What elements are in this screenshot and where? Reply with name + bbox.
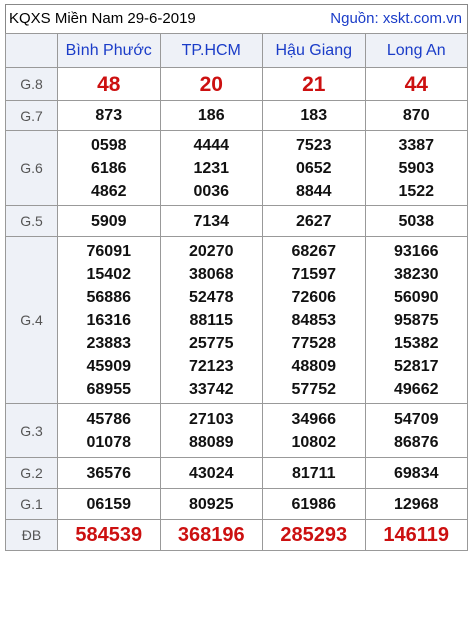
result-number: 45786 bbox=[86, 410, 131, 428]
result-number: 61986 bbox=[291, 495, 336, 513]
result-number: 88089 bbox=[189, 433, 234, 451]
result-number: 0598 bbox=[90, 136, 127, 154]
province-header-row bbox=[6, 34, 468, 68]
result-number: 68267 bbox=[291, 242, 336, 260]
result-number: 48 bbox=[97, 72, 121, 96]
result-cell bbox=[365, 237, 468, 404]
province-header[interactable]: Long An bbox=[365, 34, 468, 68]
corner-cell bbox=[6, 34, 58, 68]
result-number: 584539 bbox=[75, 523, 143, 546]
result-number: 86876 bbox=[394, 433, 439, 451]
province-header[interactable]: Hậu Giang bbox=[263, 34, 366, 68]
result-number: 38230 bbox=[394, 265, 439, 283]
result-cell bbox=[58, 404, 161, 458]
result-cell bbox=[263, 206, 366, 237]
prize-label: G.3 bbox=[6, 404, 58, 458]
result-cell bbox=[160, 101, 263, 131]
prize-label: ĐB bbox=[6, 520, 58, 551]
result-cell bbox=[365, 404, 468, 458]
result-number: 7523 bbox=[295, 136, 332, 154]
prize-label: G.2 bbox=[6, 458, 58, 489]
result-number: 80925 bbox=[189, 495, 234, 513]
result-number: 6186 bbox=[90, 159, 127, 177]
result-number: 3387 bbox=[398, 136, 435, 154]
result-number: 146119 bbox=[383, 523, 450, 546]
result-cell bbox=[365, 206, 468, 237]
result-cell bbox=[263, 101, 366, 131]
result-number: 34966 bbox=[291, 410, 336, 428]
result-cell bbox=[58, 206, 161, 237]
page-title: KQXS Miền Nam 29-6-2019 bbox=[9, 10, 196, 27]
result-number: 95875 bbox=[394, 311, 439, 329]
result-cell bbox=[263, 520, 366, 551]
result-cell bbox=[160, 237, 263, 404]
result-number: 69834 bbox=[394, 464, 439, 482]
result-number: 43024 bbox=[189, 464, 234, 482]
prize-row bbox=[6, 101, 468, 131]
result-number: 368196 bbox=[177, 523, 245, 546]
result-number: 52817 bbox=[394, 357, 439, 375]
result-number: 52478 bbox=[189, 288, 234, 306]
result-number: 49662 bbox=[394, 380, 439, 398]
result-cell bbox=[365, 520, 468, 551]
result-cell bbox=[263, 404, 366, 458]
result-cell bbox=[58, 458, 161, 489]
result-cell bbox=[58, 68, 161, 101]
result-number: 873 bbox=[95, 107, 123, 124]
prize-row bbox=[6, 68, 468, 101]
result-number: 15402 bbox=[86, 265, 131, 283]
result-number: 1231 bbox=[193, 159, 230, 177]
prize-row bbox=[6, 237, 468, 404]
result-cell bbox=[58, 101, 161, 131]
prize-label: G.4 bbox=[6, 237, 58, 404]
result-number: 01078 bbox=[86, 433, 131, 451]
result-number: 36576 bbox=[86, 464, 131, 482]
result-cell bbox=[160, 489, 263, 520]
result-cell bbox=[263, 458, 366, 489]
result-number: 285293 bbox=[280, 523, 348, 546]
prize-row bbox=[6, 131, 468, 206]
prize-row bbox=[6, 489, 468, 520]
result-number: 12968 bbox=[394, 495, 439, 513]
result-number: 0036 bbox=[193, 182, 230, 200]
result-number: 44 bbox=[404, 72, 428, 96]
prize-rows bbox=[6, 68, 468, 551]
result-cell bbox=[160, 131, 263, 206]
result-number: 71597 bbox=[291, 265, 336, 283]
result-number: 16316 bbox=[86, 311, 131, 329]
result-cell bbox=[263, 68, 366, 101]
result-cell bbox=[58, 520, 161, 551]
result-cell bbox=[263, 489, 366, 520]
province-header[interactable]: Bình Phước bbox=[58, 34, 161, 68]
result-number: 7134 bbox=[193, 212, 230, 230]
result-cell bbox=[263, 237, 366, 404]
result-cell bbox=[365, 458, 468, 489]
prize-label: G.6 bbox=[6, 131, 58, 206]
result-cell bbox=[58, 131, 161, 206]
result-number: 48809 bbox=[291, 357, 336, 375]
result-number: 27103 bbox=[189, 410, 234, 428]
result-number: 56090 bbox=[394, 288, 439, 306]
result-number: 33742 bbox=[189, 380, 234, 398]
result-number: 8844 bbox=[295, 182, 332, 200]
result-number: 45909 bbox=[86, 357, 131, 375]
result-cell bbox=[160, 206, 263, 237]
prize-row bbox=[6, 458, 468, 489]
prize-row bbox=[6, 404, 468, 458]
result-number: 186 bbox=[197, 107, 225, 124]
result-number: 870 bbox=[402, 107, 430, 124]
result-number: 72606 bbox=[291, 288, 336, 306]
prize-label: G.1 bbox=[6, 489, 58, 520]
result-cell bbox=[58, 237, 161, 404]
result-number: 81711 bbox=[291, 464, 336, 482]
result-number: 38068 bbox=[189, 265, 234, 283]
result-number: 10802 bbox=[291, 433, 336, 451]
result-cell bbox=[160, 404, 263, 458]
result-cell bbox=[365, 68, 468, 101]
result-number: 54709 bbox=[394, 410, 439, 428]
prize-row bbox=[6, 206, 468, 237]
result-cell bbox=[365, 131, 468, 206]
result-number: 0652 bbox=[295, 159, 332, 177]
prize-label: G.8 bbox=[6, 68, 58, 101]
result-number: 15382 bbox=[394, 334, 439, 352]
result-number: 56886 bbox=[86, 288, 131, 306]
result-number: 88115 bbox=[189, 311, 234, 329]
source-link[interactable]: Nguồn: xskt.com.vn bbox=[330, 10, 462, 27]
result-number: 23883 bbox=[86, 334, 131, 352]
result-number: 20 bbox=[199, 72, 223, 96]
result-number: 183 bbox=[300, 107, 328, 124]
result-number: 93166 bbox=[394, 242, 439, 260]
result-number: 4862 bbox=[90, 182, 127, 200]
result-number: 1522 bbox=[398, 182, 435, 200]
result-cell bbox=[365, 101, 468, 131]
result-number: 5903 bbox=[398, 159, 435, 177]
result-number: 84853 bbox=[291, 311, 336, 329]
result-number: 4444 bbox=[193, 136, 230, 154]
result-number: 57752 bbox=[291, 380, 336, 398]
result-cell bbox=[160, 458, 263, 489]
result-number: 76091 bbox=[86, 242, 131, 260]
result-number: 72123 bbox=[189, 357, 234, 375]
prize-row bbox=[6, 520, 468, 551]
result-number: 25775 bbox=[189, 334, 234, 352]
prize-label: G.7 bbox=[6, 101, 58, 131]
result-number: 20270 bbox=[189, 242, 234, 260]
result-number: 68955 bbox=[86, 380, 131, 398]
result-number: 21 bbox=[302, 72, 326, 96]
results-panel bbox=[5, 4, 468, 551]
result-cell bbox=[263, 131, 366, 206]
lottery-results-table bbox=[5, 33, 468, 551]
result-cell bbox=[58, 489, 161, 520]
province-header[interactable]: TP.HCM bbox=[160, 34, 263, 68]
results-header bbox=[5, 4, 468, 33]
result-number: 5909 bbox=[90, 212, 127, 230]
result-number: 77528 bbox=[291, 334, 336, 352]
result-cell bbox=[365, 489, 468, 520]
prize-label: G.5 bbox=[6, 206, 58, 237]
result-number: 2627 bbox=[295, 212, 332, 230]
result-number: 06159 bbox=[86, 495, 131, 513]
result-cell bbox=[160, 520, 263, 551]
result-number: 5038 bbox=[398, 212, 435, 230]
result-cell bbox=[160, 68, 263, 101]
